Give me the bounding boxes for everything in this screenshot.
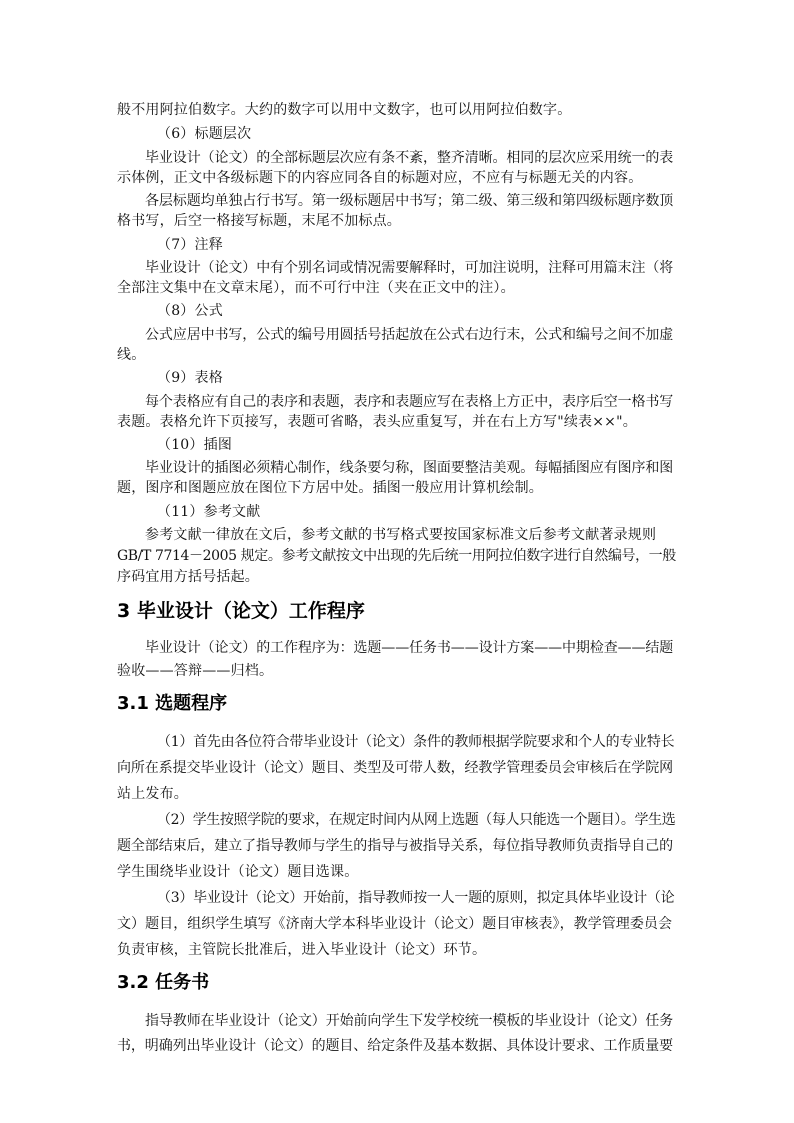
paragraph-line: GB/T 7714－2005 规定。参考文献按文中出现的先后统一用阿拉伯数字进行自然编号，一般 [117, 548, 676, 564]
item-heading-figures: （10）插图 [157, 437, 233, 453]
paragraph-line: （1）首先由各位符合带毕业设计（论文）条件的教师根据学院要求和个人的专业特长 [157, 734, 675, 750]
paragraph-line: 毕业设计（论文）的全部标题层次应有条不紊，整齐清晰。相同的层次应采用统一的表 [145, 150, 674, 166]
paragraph-line: 每个表格应有自己的表序和表题，表序和表题应写在表格上方正中，表序后空一格书写 [145, 394, 674, 410]
paragraph-line: 文）题目，组织学生填写《济南大学本科毕业设计（论文）题目审核表》，教学管理委员会 [117, 916, 672, 932]
paragraph-line: 学生围绕毕业设计（论文）题目选课。 [117, 864, 359, 880]
item-heading-title-levels: （6）标题层次 [157, 126, 252, 142]
paragraph-line: 线。 [117, 347, 146, 363]
paragraph-line: 验收——答辩——归档。 [117, 663, 274, 679]
paragraph-line: 格书写，后空一格接写标题，末尾不加标点。 [117, 213, 401, 229]
item-heading-formula: （8）公式 [157, 303, 223, 319]
item-heading-references: （11）参考文献 [157, 504, 261, 520]
paragraph-line: 参考文献一律放在文后，参考文献的书写格式要按国家标准文后参考文献著录规则 [145, 527, 657, 543]
paragraph-line: 指导教师在毕业设计（论文）开始前向学生下发学校统一模板的毕业设计（论文）任务 [145, 1013, 674, 1029]
paragraph-line: 公式应居中书写，公式的编号用圆括号括起放在公式右边行末，公式和编号之间不加虚 [145, 327, 674, 343]
paragraph-line: 书，明确列出毕业设计（论文）的题目、给定条件及基本数据、具体设计要求、工作质量要 [117, 1038, 673, 1054]
paragraph-line: 毕业设计的插图必须精心制作，线条要匀称，图面要整洁美观。每幅插图应有图序和图 [145, 460, 674, 476]
paragraph-line: 各层标题均单独占行书写。第一级标题居中书写；第二级、第三级和第四级标题序数顶 [145, 193, 674, 209]
item-heading-tables: （9）表格 [157, 370, 223, 386]
section-heading-3-2: 3.2 任务书 [117, 972, 210, 993]
paragraph-line: 般不用阿拉伯数字。大约的数字可以用中文数字，也可以用阿拉伯数字。 [117, 102, 572, 118]
paragraph-line: 示体例，正文中各级标题下的内容应同各自的标题对应，不应有与标题无关的内容。 [117, 170, 643, 186]
section-heading-3-1: 3.1 选题程序 [117, 693, 228, 714]
paragraph-line: 毕业设计（论文）的工作程序为：选题——任务书——设计方案——中期检查——结题 [145, 640, 674, 656]
paragraph-line: （2）学生按照学院的要求，在规定时间内从网上选题（每人只能选一个题目）。学生选 [157, 812, 676, 828]
paragraph-line: 向所在系提交毕业设计（论文）题目、类型及可带人数，经教学管理委员会审核后在学院网 [117, 760, 673, 776]
paragraph-line: 题全部结束后，建立了指导教师与学生的指导与被指导关系，每位指导教师负责指导自己的 [117, 838, 673, 854]
paragraph-line: 题，图序和图题应放在图位下方居中处。插图一般应用计算机绘制。 [117, 480, 543, 496]
paragraph-line: （3）毕业设计（论文）开始前，指导教师按一人一题的原则，拟定具体毕业设计（论 [157, 890, 675, 906]
paragraph-line: 全部注文集中在文章末尾），而不可行中注（夹在正文中的注）。 [117, 280, 515, 296]
paragraph-line: 毕业设计（论文）中有个别名词或情况需要解释时，可加注说明，注释可用篇末注（将 [145, 260, 674, 276]
paragraph-line: 负责审核，主管院长批准后，进入毕业设计（论文）环节。 [117, 942, 487, 958]
paragraph-line: 序码宜用方括号括起。 [117, 569, 259, 585]
section-heading-3: 3 毕业设计（论文）工作程序 [117, 600, 365, 622]
paragraph-line: 站上发布。 [117, 786, 188, 802]
item-heading-notes: （7）注释 [157, 237, 223, 253]
paragraph-line: 表题。表格允许下页接写，表题可省略，表头应重复写，并在右上方写"续表××"。 [117, 414, 637, 430]
